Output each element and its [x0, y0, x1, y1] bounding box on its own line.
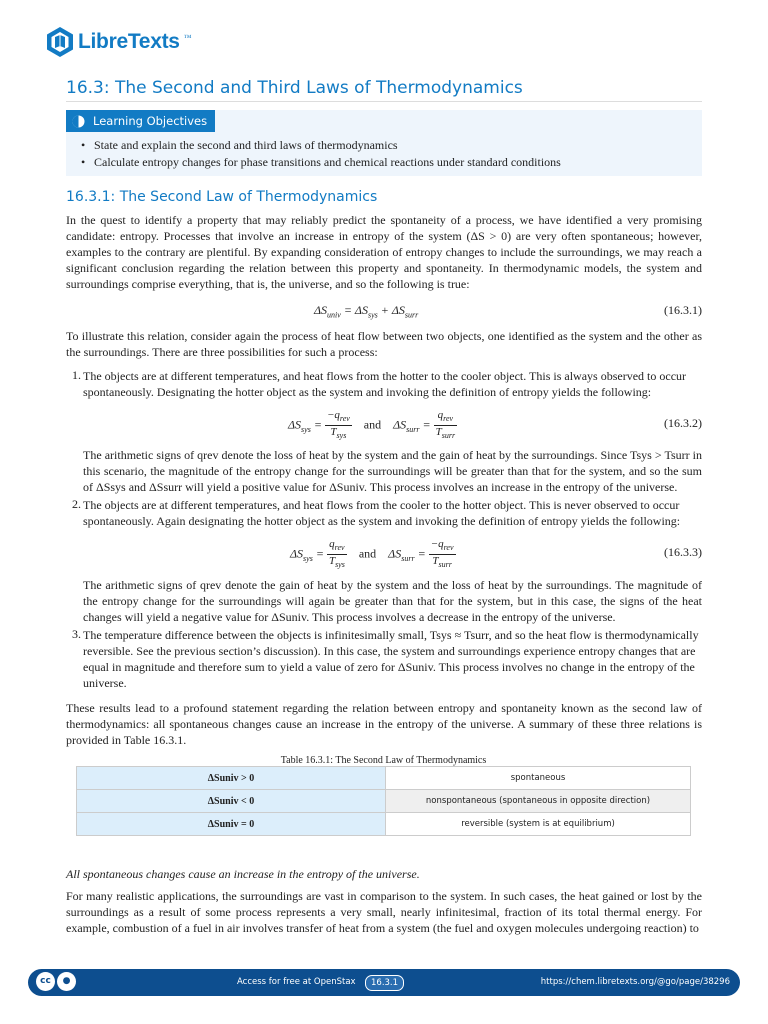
- table-row: [77, 790, 691, 813]
- license-badge[interactable]: [36, 972, 76, 991]
- learning-objectives-header: [66, 110, 215, 132]
- item2-explanation: The arithmetic signs of qrev denote the gain of heat by the system and the loss of heat by the surroundings. The magnitude of the entropy change for the surroundings will again be greater than that for the system, but in this case, the signs of the heat changes will yield a negative value for ΔSuniv. This process involves a decrease in the entropy of the universe.: [83, 578, 702, 624]
- table-row: [77, 767, 691, 790]
- page-title: 16.3: The Second and Third Laws of Thermodynamics: [66, 78, 523, 98]
- page-number-badge: 16.3.1: [365, 975, 404, 991]
- table-cell-value: reversible (system is at equilibrium): [386, 813, 691, 836]
- page-url-link[interactable]: https://chem.libretexts.org/@go/page/38296: [540, 977, 730, 987]
- paragraph-realistic: For many realistic applications, the surroundings are vast in comparison to the system. In such cases, the heat gained or lost by the surroundings as a result of some process represents a very small, nearly infinitesimal, fraction of its total thermal energy. For example, combustion of a fuel in air involves transfer of heat from a system (the fuel and oxygen molecules undergoing reaction) to: [66, 889, 702, 935]
- table-cell-value: nonspontaneous (spontaneous in opposite direction): [386, 790, 691, 813]
- paragraph-second-law: These results lead to a profound statement regarding the relation between entropy and spontaneity known as the second law of thermodynamics: all spontaneous changes cause an increase in the entropy of the universe. A summary of these three relations is provided in Table 16.3.1.: [66, 701, 702, 747]
- cc-icon: cc: [36, 972, 55, 991]
- list-number: 1.: [72, 368, 81, 382]
- objectives-icon: [72, 115, 85, 128]
- item2-text: The objects are at different temperatures, and heat flows from the cooler to the hotter object. This is never observed to occur spontaneously. Again designating the hotter object as the system and invoking the definition of entropy yields the following:: [83, 498, 681, 528]
- table-row: [77, 813, 691, 836]
- item1-explanation: The arithmetic signs of qrev denote the loss of heat by the system and the gain of heat by the surroundings. Since Tsys > Tsurr in this scenario, the magnitude of the entropy change for the surroundings will be greater than that for the system, and so the sum of ΔSsys and ΔSsurr will yield a positive value for ΔSuniv. This process involves an increase in the entropy of the universe.: [83, 448, 702, 494]
- table-cell-key: ΔSuniv = 0: [77, 813, 386, 836]
- libretexts-logo-icon: [46, 26, 74, 58]
- table-cell-key: ΔSuniv < 0: [77, 790, 386, 813]
- table-caption: Table 16.3.1: The Second Law of Thermodynamics: [280, 755, 487, 766]
- list-item: • Calculate entropy changes for phase transitions and chemical reactions under standard conditions: [94, 154, 561, 171]
- brand-tm: ™: [183, 32, 192, 42]
- equation-number: (16.3.2): [664, 416, 702, 430]
- equation-number: (16.3.3): [664, 545, 702, 559]
- title-divider: [66, 101, 702, 102]
- learning-objectives-label: Learning Objectives: [93, 114, 208, 128]
- second-law-table: [76, 766, 691, 836]
- equation-number: (16.3.1): [664, 303, 702, 317]
- brand-name: LibreTexts: [78, 30, 180, 53]
- list-number: 2.: [72, 497, 81, 511]
- paragraph-intro: In the quest to identify a property that may reliably predict the spontaneity of a process, we have identified a very promising candidate: entropy. Processes that involve an increase in entropy of the system (ΔS > 0) are very often spontaneous; however, examples to the contrary are plentiful. By expanding consideration of entropy changes to include the surroundings, we may reach a significant conclusion regarding the relation between this property and spontaneity. In thermodynamic models, the system and surroundings comprise everything, that is, the universe, and so the following is true:: [66, 213, 702, 291]
- list-number: 3.: [72, 627, 81, 641]
- item1-text: The objects are at different temperatures, and heat flows from the hotter to the cooler object. This is always observed to occur spontaneously. Designating the hotter object as the system and invoking the definition of entropy yields the following:: [83, 369, 687, 399]
- paragraph-illustrate: To illustrate this relation, consider again the process of heat flow between two objects, one identified as the system and the other as the surroundings. There are three possibilities for such a process:: [66, 329, 702, 359]
- table-cell-value: spontaneous: [386, 767, 691, 790]
- section-heading: 16.3.1: The Second Law of Thermodynamics: [66, 189, 378, 205]
- page-footer: [28, 969, 740, 996]
- learning-objectives-list: [94, 137, 561, 170]
- item3-text: The temperature difference between the objects is infinitesimally small, Tsys ≈ Tsurr, and so the heat flow is thermodynamically reversible. See the previous section’s discussion). In this case, the system and surroundings experience entropy changes that are equal in magnitude and therefore sum to yield a value of zero for ΔSuniv. This process involves no change in the entropy of the universe.: [83, 628, 699, 690]
- table-cell-key: ΔSuniv > 0: [77, 767, 386, 790]
- libretexts-logo[interactable]: [46, 26, 192, 58]
- list-item: • State and explain the second and third laws of thermodynamics: [94, 137, 561, 154]
- access-link[interactable]: Access for free at OpenStax: [237, 977, 356, 987]
- paragraph-summary: All spontaneous changes cause an increase in the entropy of the universe.: [66, 867, 420, 881]
- by-icon: ●: [57, 972, 76, 991]
